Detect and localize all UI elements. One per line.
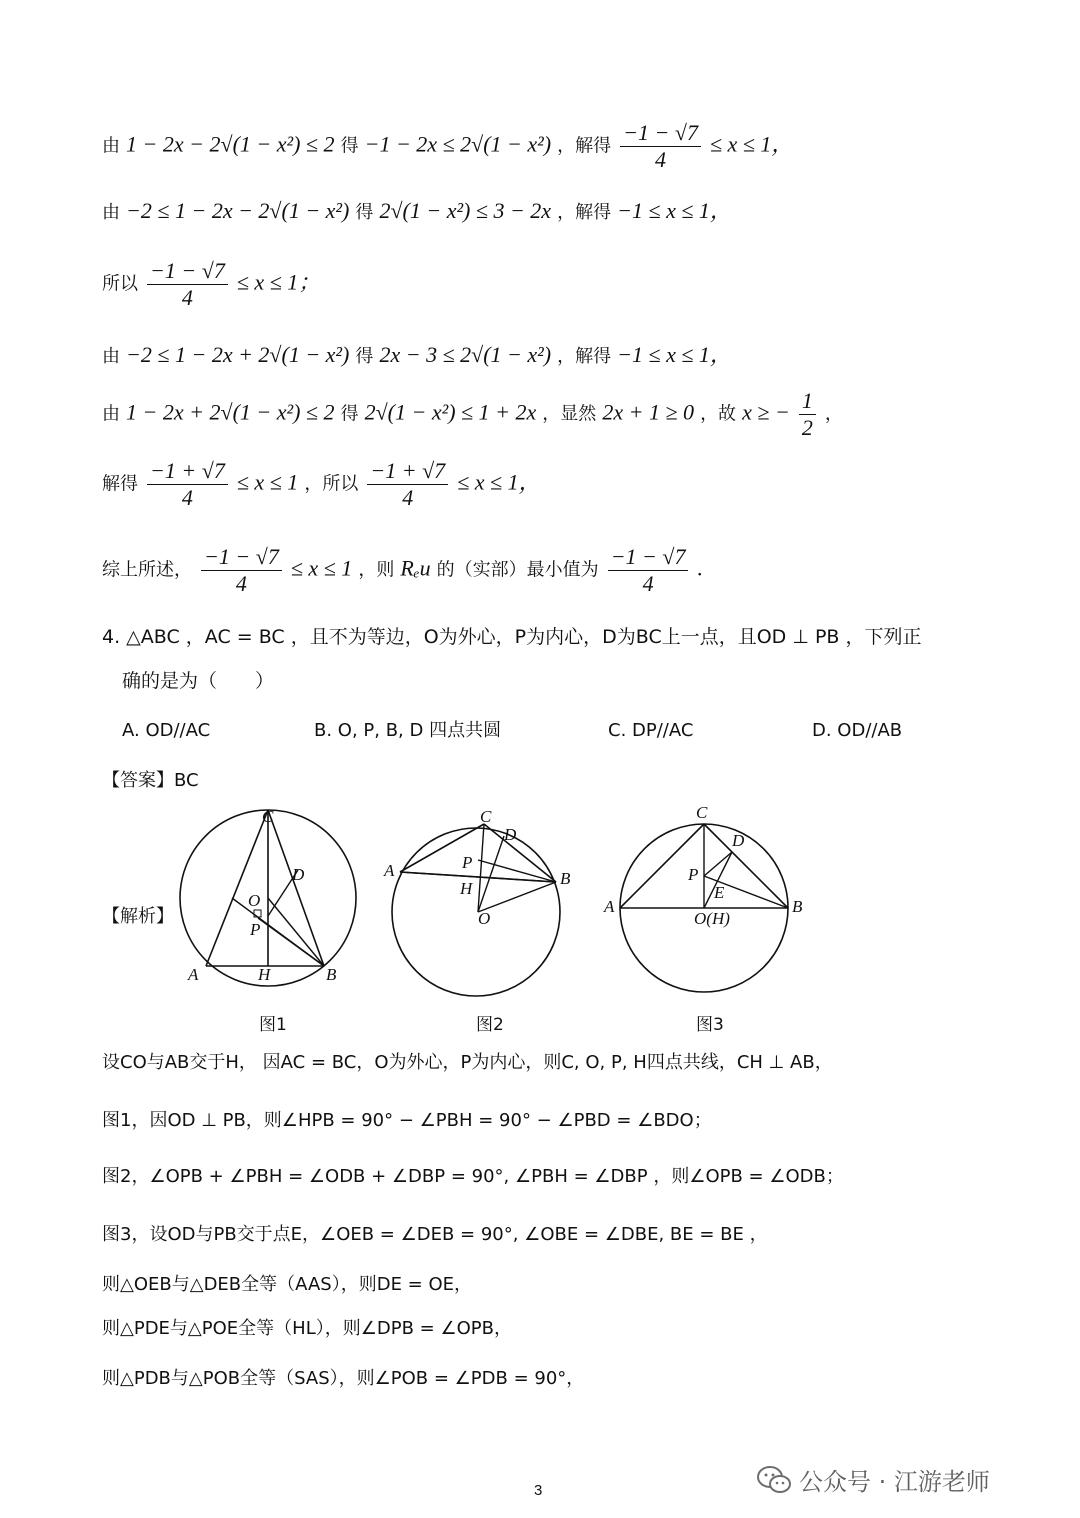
option-a: A. OD//AC bbox=[122, 720, 211, 741]
denominator: 4 bbox=[181, 285, 193, 310]
wechat-icon bbox=[757, 1465, 791, 1495]
text: ，解得 bbox=[557, 135, 612, 157]
math: 2x − 3 ≤ 2√(1 − x²) bbox=[379, 342, 552, 367]
fig1-label-d: D bbox=[292, 865, 305, 884]
question-stem: 4. △ABC ，AC = BC ，且不为等边，O为外心，P为内心，D为BC上一点，且OD ⊥ PB ，下列正 bbox=[102, 626, 922, 648]
solution-line-1 bbox=[102, 120, 793, 173]
math: 2√(1 − x²) ≤ 1 + 2x bbox=[364, 399, 537, 425]
math: 2√(1 − x²) ≤ 3 − 2x bbox=[379, 198, 552, 223]
solution-line-2 bbox=[102, 198, 732, 226]
figure-3-caption: 图3 bbox=[696, 1015, 724, 1035]
fig1-label-h: H bbox=[258, 965, 271, 984]
watermark bbox=[757, 1462, 990, 1497]
text: ， bbox=[824, 403, 843, 425]
text: ，故 bbox=[700, 403, 737, 425]
fig2-label-h: H bbox=[460, 879, 473, 898]
denominator: 4 bbox=[235, 571, 247, 596]
solution-line-4 bbox=[102, 342, 732, 370]
math: −2 ≤ 1 − 2x + 2√(1 − x²) bbox=[126, 342, 350, 367]
fraction bbox=[799, 388, 816, 441]
answer: 【答案】BC bbox=[102, 770, 199, 791]
numerator: −1 − √7 bbox=[620, 120, 701, 147]
math: 2x + 1 ≥ 0 bbox=[602, 399, 695, 425]
fig1-label-a: A bbox=[188, 965, 199, 984]
fig3-label-a: A bbox=[604, 897, 615, 916]
math: ≤ x ≤ 1 bbox=[236, 469, 299, 495]
option-c: C. DP//AC bbox=[608, 720, 694, 741]
numerator: −1 + √7 bbox=[367, 458, 448, 485]
math: . bbox=[697, 555, 703, 581]
text: ，解得 bbox=[557, 202, 612, 223]
text: 由 bbox=[102, 403, 120, 425]
fraction bbox=[608, 544, 689, 597]
math: x ≥ − bbox=[742, 399, 790, 425]
math: ≤ x ≤ 1； bbox=[236, 269, 321, 295]
solution-line-5 bbox=[102, 388, 843, 441]
option-d: D. OD//AB bbox=[812, 720, 903, 741]
page-number: 3 bbox=[534, 1482, 543, 1499]
fig1-label-b: B bbox=[326, 965, 337, 984]
fraction bbox=[367, 458, 448, 511]
fig3-label-b: B bbox=[792, 897, 803, 916]
fig2-label-b: B bbox=[560, 869, 571, 888]
figure-2-caption: 图2 bbox=[476, 1015, 504, 1035]
text: 由 bbox=[102, 135, 120, 157]
text: 综上所述， bbox=[102, 559, 192, 581]
solution-text-7: 则△PDB与△POB全等（SAS），则∠POB = ∠PDB = 90°， bbox=[102, 1368, 585, 1389]
numerator: −1 − √7 bbox=[201, 544, 282, 571]
solution-line-6 bbox=[102, 458, 541, 511]
text: 由 bbox=[102, 202, 120, 223]
text: 的（实部）最小值为 bbox=[436, 559, 599, 581]
fig3-label-oh: O(H) bbox=[694, 909, 730, 928]
figure-1 bbox=[170, 798, 370, 1008]
text: 得 bbox=[355, 346, 374, 367]
solution-text-4: 图3，设OD与PB交于点E，∠OEB = ∠DEB = 90°, ∠OBE = ∠DBE, BE = BE ， bbox=[102, 1224, 768, 1245]
text: ，显然 bbox=[542, 403, 597, 425]
math: ≤ x ≤ 1， bbox=[709, 131, 794, 157]
numerator: −1 − √7 bbox=[608, 544, 689, 571]
text: 得 bbox=[340, 135, 359, 157]
analysis-label: 【解析】 bbox=[102, 906, 174, 927]
math: −1 ≤ x ≤ 1， bbox=[617, 198, 732, 223]
question-stem-2: 确的是为（ ） bbox=[122, 670, 275, 692]
numerator: −1 + √7 bbox=[147, 458, 228, 485]
fig3-label-c: C bbox=[696, 803, 708, 822]
fig3-label-e: E bbox=[714, 883, 725, 902]
fraction bbox=[620, 120, 701, 173]
fig2-label-a: A bbox=[384, 861, 395, 880]
text: 得 bbox=[355, 202, 374, 223]
text: ，则 bbox=[358, 559, 395, 581]
fraction bbox=[147, 458, 228, 511]
fraction bbox=[201, 544, 282, 597]
text: ，解得 bbox=[557, 346, 612, 367]
math: 1 − 2x − 2√(1 − x²) ≤ 2 bbox=[126, 131, 335, 157]
fig1-label-p: P bbox=[250, 920, 261, 939]
option-b: B. O, P, B, D 四点共圆 bbox=[314, 720, 502, 741]
solution-text-1: 设CO与AB交于H， 因AC = BC，O为外心，P为内心，则C, O, P, H四点共线，CH ⊥ AB， bbox=[102, 1052, 833, 1073]
fig2-label-c: C bbox=[480, 807, 492, 826]
fraction bbox=[147, 258, 228, 311]
denominator: 4 bbox=[642, 571, 654, 596]
figure-3 bbox=[600, 800, 820, 1010]
solution-text-6: 则△PDE与△POE全等（HL），则∠DPB = ∠OPB， bbox=[102, 1318, 512, 1339]
numerator: −1 − √7 bbox=[147, 258, 228, 285]
math: ≤ x ≤ 1 bbox=[290, 555, 353, 581]
figure-1-caption: 图1 bbox=[259, 1015, 287, 1035]
fig1-label-o: O bbox=[248, 891, 261, 910]
fig3-label-p: P bbox=[688, 865, 699, 884]
math: Rₑu bbox=[400, 555, 431, 581]
figure-2 bbox=[380, 800, 580, 1010]
text: 所以 bbox=[102, 273, 138, 295]
math: ≤ x ≤ 1， bbox=[457, 469, 541, 495]
text: ，所以 bbox=[304, 473, 359, 495]
solution-text-5: 则△OEB与△DEB全等（AAS），则DE = OE， bbox=[102, 1274, 473, 1295]
fig2-label-p: P bbox=[462, 853, 473, 872]
fig1-label-c: C bbox=[262, 807, 274, 826]
denominator: 4 bbox=[181, 485, 193, 510]
math: −1 ≤ x ≤ 1， bbox=[617, 342, 732, 367]
fig2-label-o: O bbox=[478, 909, 491, 928]
text: 得 bbox=[340, 403, 359, 425]
numerator: 1 bbox=[799, 388, 816, 415]
math: −2 ≤ 1 − 2x − 2√(1 − x²) bbox=[126, 198, 350, 223]
denominator: 2 bbox=[801, 415, 813, 440]
solution-line-7 bbox=[102, 544, 703, 597]
watermark-text: 公众号 · 江游老师 bbox=[799, 1468, 990, 1496]
solution-line-3 bbox=[102, 258, 320, 311]
math: 1 − 2x + 2√(1 − x²) ≤ 2 bbox=[126, 399, 335, 425]
fig2-label-d: D bbox=[504, 825, 517, 844]
text: 解得 bbox=[102, 473, 138, 495]
text: 由 bbox=[102, 346, 120, 367]
math: −1 − 2x ≤ 2√(1 − x²) bbox=[364, 131, 552, 157]
denominator: 4 bbox=[402, 485, 414, 510]
solution-text-2: 图1，因OD ⊥ PB，则∠HPB = 90° − ∠PBH = 90° − ∠PBD = ∠BDO； bbox=[102, 1110, 712, 1131]
fig3-label-d: D bbox=[732, 831, 745, 850]
solution-text-3: 图2，∠OPB + ∠PBH = ∠ODB + ∠DBP = 90°, ∠PBH = ∠DBP ，则∠OPB = ∠ODB； bbox=[102, 1166, 844, 1187]
denominator: 4 bbox=[655, 147, 667, 172]
